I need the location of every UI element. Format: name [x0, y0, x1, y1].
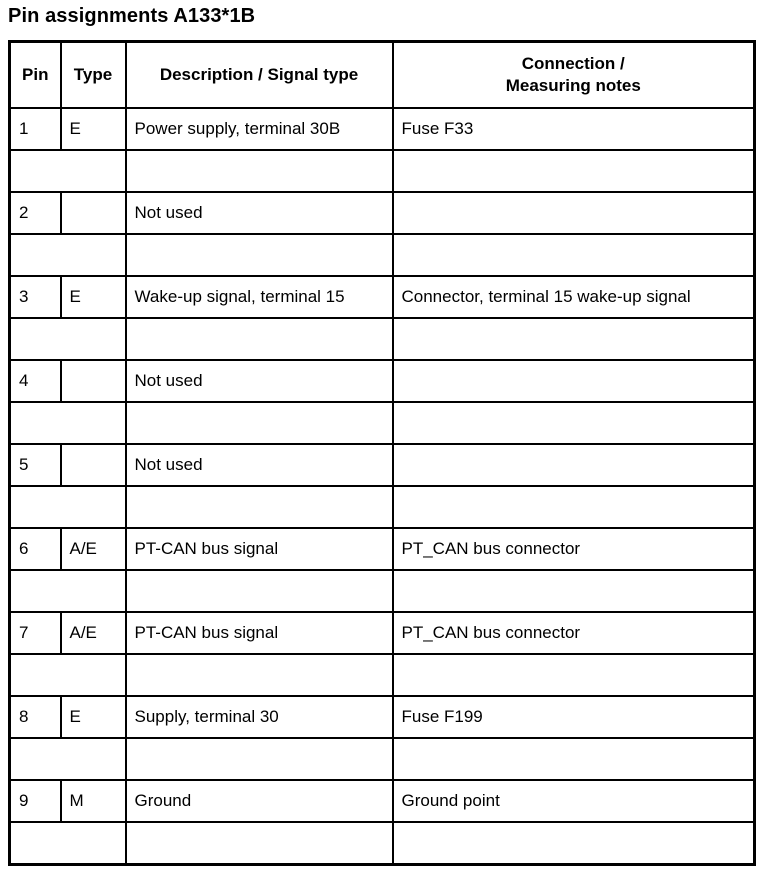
pin-cell: 4 [10, 360, 61, 402]
spacer-row [10, 654, 755, 696]
description-cell: Not used [126, 192, 393, 234]
type-cell [61, 192, 126, 234]
description-cell: Power supply, terminal 30B [126, 108, 393, 150]
pin-cell: 8 [10, 696, 61, 738]
connection-cell: PT_CAN bus connector [393, 612, 755, 654]
connection-cell: Connector, terminal 15 wake-up signal [393, 276, 755, 318]
spacer-row [10, 486, 755, 528]
table-header-row [10, 42, 755, 109]
connection-cell [393, 360, 755, 402]
table-row [10, 360, 755, 402]
table-row [10, 192, 755, 234]
table-row [10, 444, 755, 486]
connection-cell: Ground point [393, 780, 755, 822]
pin-cell: 2 [10, 192, 61, 234]
header-connection [393, 42, 755, 109]
spacer-row [10, 570, 755, 612]
type-cell: A/E [61, 612, 126, 654]
table-row [10, 108, 755, 150]
pin-cell: 1 [10, 108, 61, 150]
connection-cell [393, 192, 755, 234]
pin-cell: 7 [10, 612, 61, 654]
description-cell: Wake-up signal, terminal 15 [126, 276, 393, 318]
type-cell: M [61, 780, 126, 822]
header-pin: Pin [10, 42, 61, 109]
table-row [10, 696, 755, 738]
description-cell: Not used [126, 360, 393, 402]
spacer-row [10, 822, 755, 865]
description-cell: PT-CAN bus signal [126, 528, 393, 570]
description-cell: PT-CAN bus signal [126, 612, 393, 654]
type-cell: A/E [61, 528, 126, 570]
description-cell: Supply, terminal 30 [126, 696, 393, 738]
spacer-row [10, 402, 755, 444]
connection-cell: PT_CAN bus connector [393, 528, 755, 570]
connection-cell: Fuse F33 [393, 108, 755, 150]
spacer-row [10, 318, 755, 360]
header-connection-line1: Connection / [521, 54, 625, 73]
pin-cell: 5 [10, 444, 61, 486]
spacer-row [10, 150, 755, 192]
connection-cell [393, 444, 755, 486]
table-row [10, 612, 755, 654]
table-row [10, 276, 755, 318]
connection-cell: Fuse F199 [393, 696, 755, 738]
table-row [10, 780, 755, 822]
pin-cell: 6 [10, 528, 61, 570]
type-cell [61, 360, 126, 402]
type-cell: E [61, 276, 126, 318]
spacer-row [10, 234, 755, 276]
pin-cell: 9 [10, 780, 61, 822]
pin-assignment-table [8, 40, 756, 866]
header-connection-line2: Measuring notes [505, 76, 641, 95]
description-cell: Not used [126, 444, 393, 486]
header-description: Description / Signal type [126, 42, 393, 109]
page-title: Pin assignments A133*1B [8, 5, 256, 27]
type-cell: E [61, 696, 126, 738]
table-row [10, 528, 755, 570]
spacer-row [10, 738, 755, 780]
type-cell: E [61, 108, 126, 150]
header-type: Type [61, 42, 126, 109]
pin-cell: 3 [10, 276, 61, 318]
type-cell [61, 444, 126, 486]
description-cell: Ground [126, 780, 393, 822]
